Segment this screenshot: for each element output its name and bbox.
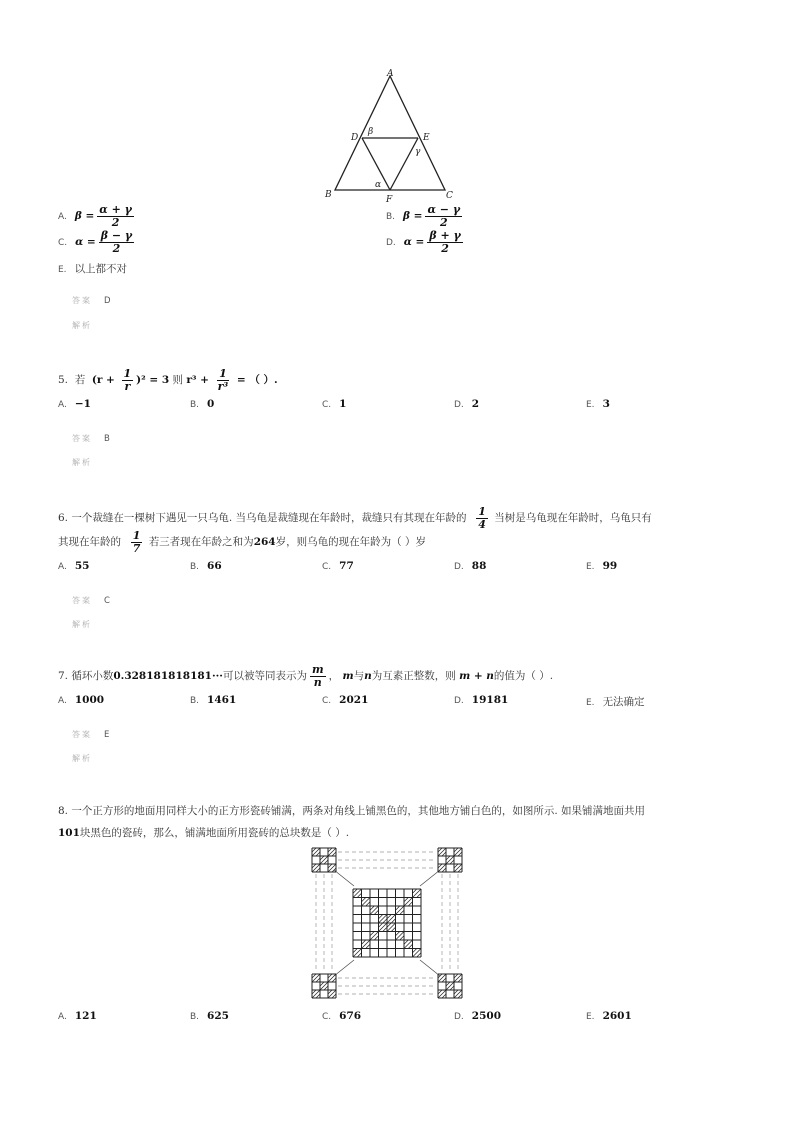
label-gamma: γ [415, 147, 421, 157]
label-B: B [325, 190, 332, 200]
q4-option-c[interactable] [58, 230, 137, 254]
q6-analysis: 解析 [72, 620, 92, 629]
label-beta: β [368, 127, 374, 137]
q5-option-c[interactable]: C. 1 [322, 398, 347, 410]
option-text: 以上都不对 [74, 263, 128, 275]
label-D: D [351, 133, 359, 143]
option-fraction: $\frac{\beta + \gamma}{2}$ [429, 229, 461, 255]
option-lhs: α = [403, 236, 425, 249]
q7-answer: 答案 E [72, 730, 110, 740]
q6-option-d[interactable]: D. 88 [454, 560, 487, 572]
q8-option-b[interactable]: B. 625 [190, 1010, 229, 1022]
q8-option-a[interactable]: A. 121 [58, 1010, 97, 1022]
q7-option-c[interactable]: C. 2021 [322, 694, 369, 706]
q5-stem: 5. 若 (r + $\frac{1}{r}$ )² = 3 则 r³ + $\frac{1}{\text{r³}}$ = （ ）. [58, 367, 278, 393]
q5-analysis: 解析 [72, 458, 92, 467]
label-C: C [446, 191, 453, 201]
q7-option-a[interactable]: A. 1000 [58, 694, 105, 706]
label-A: A [387, 69, 394, 79]
q4-option-b[interactable] [386, 204, 465, 228]
q6-option-c[interactable]: C. 77 [322, 560, 354, 572]
label-F: F [386, 195, 393, 205]
option-letter: A. [58, 212, 67, 223]
label-alpha: α [375, 180, 382, 190]
q7-option-e[interactable]: E. 无法确定 [586, 696, 645, 708]
option-lhs: β = [403, 210, 423, 223]
q4-option-e[interactable] [58, 261, 127, 276]
q5-option-b[interactable]: B. 0 [190, 398, 215, 410]
q8-option-e[interactable]: E. 2601 [586, 1010, 632, 1022]
option-letter: C. [58, 238, 68, 249]
option-letter: B. [386, 212, 396, 223]
q4-option-d[interactable] [386, 230, 466, 254]
q6-answer: 答案 C [72, 596, 110, 606]
tile-floor-figure [308, 844, 466, 1002]
q4-option-a[interactable] [58, 204, 137, 228]
q5-option-d[interactable]: D. 2 [454, 398, 480, 410]
q6-option-e[interactable]: E. 99 [586, 560, 618, 572]
q7-option-d[interactable]: D. 19181 [454, 694, 509, 706]
option-fraction: $\frac{\alpha - \gamma}{2}$ [427, 203, 461, 229]
q6-option-b[interactable]: B. 66 [190, 560, 222, 572]
label-E: E [423, 133, 430, 143]
q5-option-e[interactable]: E. 3 [586, 398, 610, 410]
q5-answer: 答案 B [72, 434, 110, 444]
q7-stem: 7. 循环小数0.328181818181···可以被等同表示为 $\frac{m}{n}$ ， m与n为互素正整数，则 m + n的值为（ ）. [58, 663, 554, 689]
option-lhs: α = [75, 236, 96, 249]
q4-analysis: 解析 [72, 321, 92, 330]
q7-option-b[interactable]: B. 1461 [190, 694, 237, 706]
q6-option-a[interactable]: A. 55 [58, 560, 90, 572]
option-fraction: $\frac{\beta - \gamma}{2}$ [100, 229, 133, 255]
q6-stem-line2: 其现在年龄的 $\frac{1}{7}$ 若三者现在年龄之和为264岁，则乌龟的现在年龄为（ ）岁 [58, 529, 426, 555]
q6-stem-line1: 6. 一个裁缝在一棵树下遇见一只乌龟. 当乌龟是裁缝现在年龄时，裁缝只有其现在年龄的 $\frac{1}{4}$ 当树是乌龟现在年龄时，乌龟只有 [58, 505, 652, 531]
option-letter: E. [58, 265, 67, 275]
q5-option-a[interactable]: A. −1 [58, 398, 91, 410]
q8-option-d[interactable]: D. 2500 [454, 1010, 502, 1022]
q7-analysis: 解析 [72, 754, 92, 763]
q8-option-c[interactable]: C. 676 [322, 1010, 362, 1022]
q8-stem-line1: 8. 一个正方形的地面用同样大小的正方形瓷砖铺满，两条对角线上铺黑色的，其他地方铺白色的，如图所示. 如果铺满地面共用 [58, 805, 646, 817]
option-fraction: $\frac{\alpha + \gamma}{2}$ [99, 203, 132, 229]
option-letter: D. [386, 238, 396, 249]
option-lhs: β = [74, 210, 95, 223]
triangle-figure [320, 66, 470, 206]
q4-answer: 答案 D [72, 296, 111, 306]
q8-stem-line2: 101块黑色的瓷砖，那么，铺满地面所用瓷砖的总块数是（ ）. [58, 827, 350, 839]
